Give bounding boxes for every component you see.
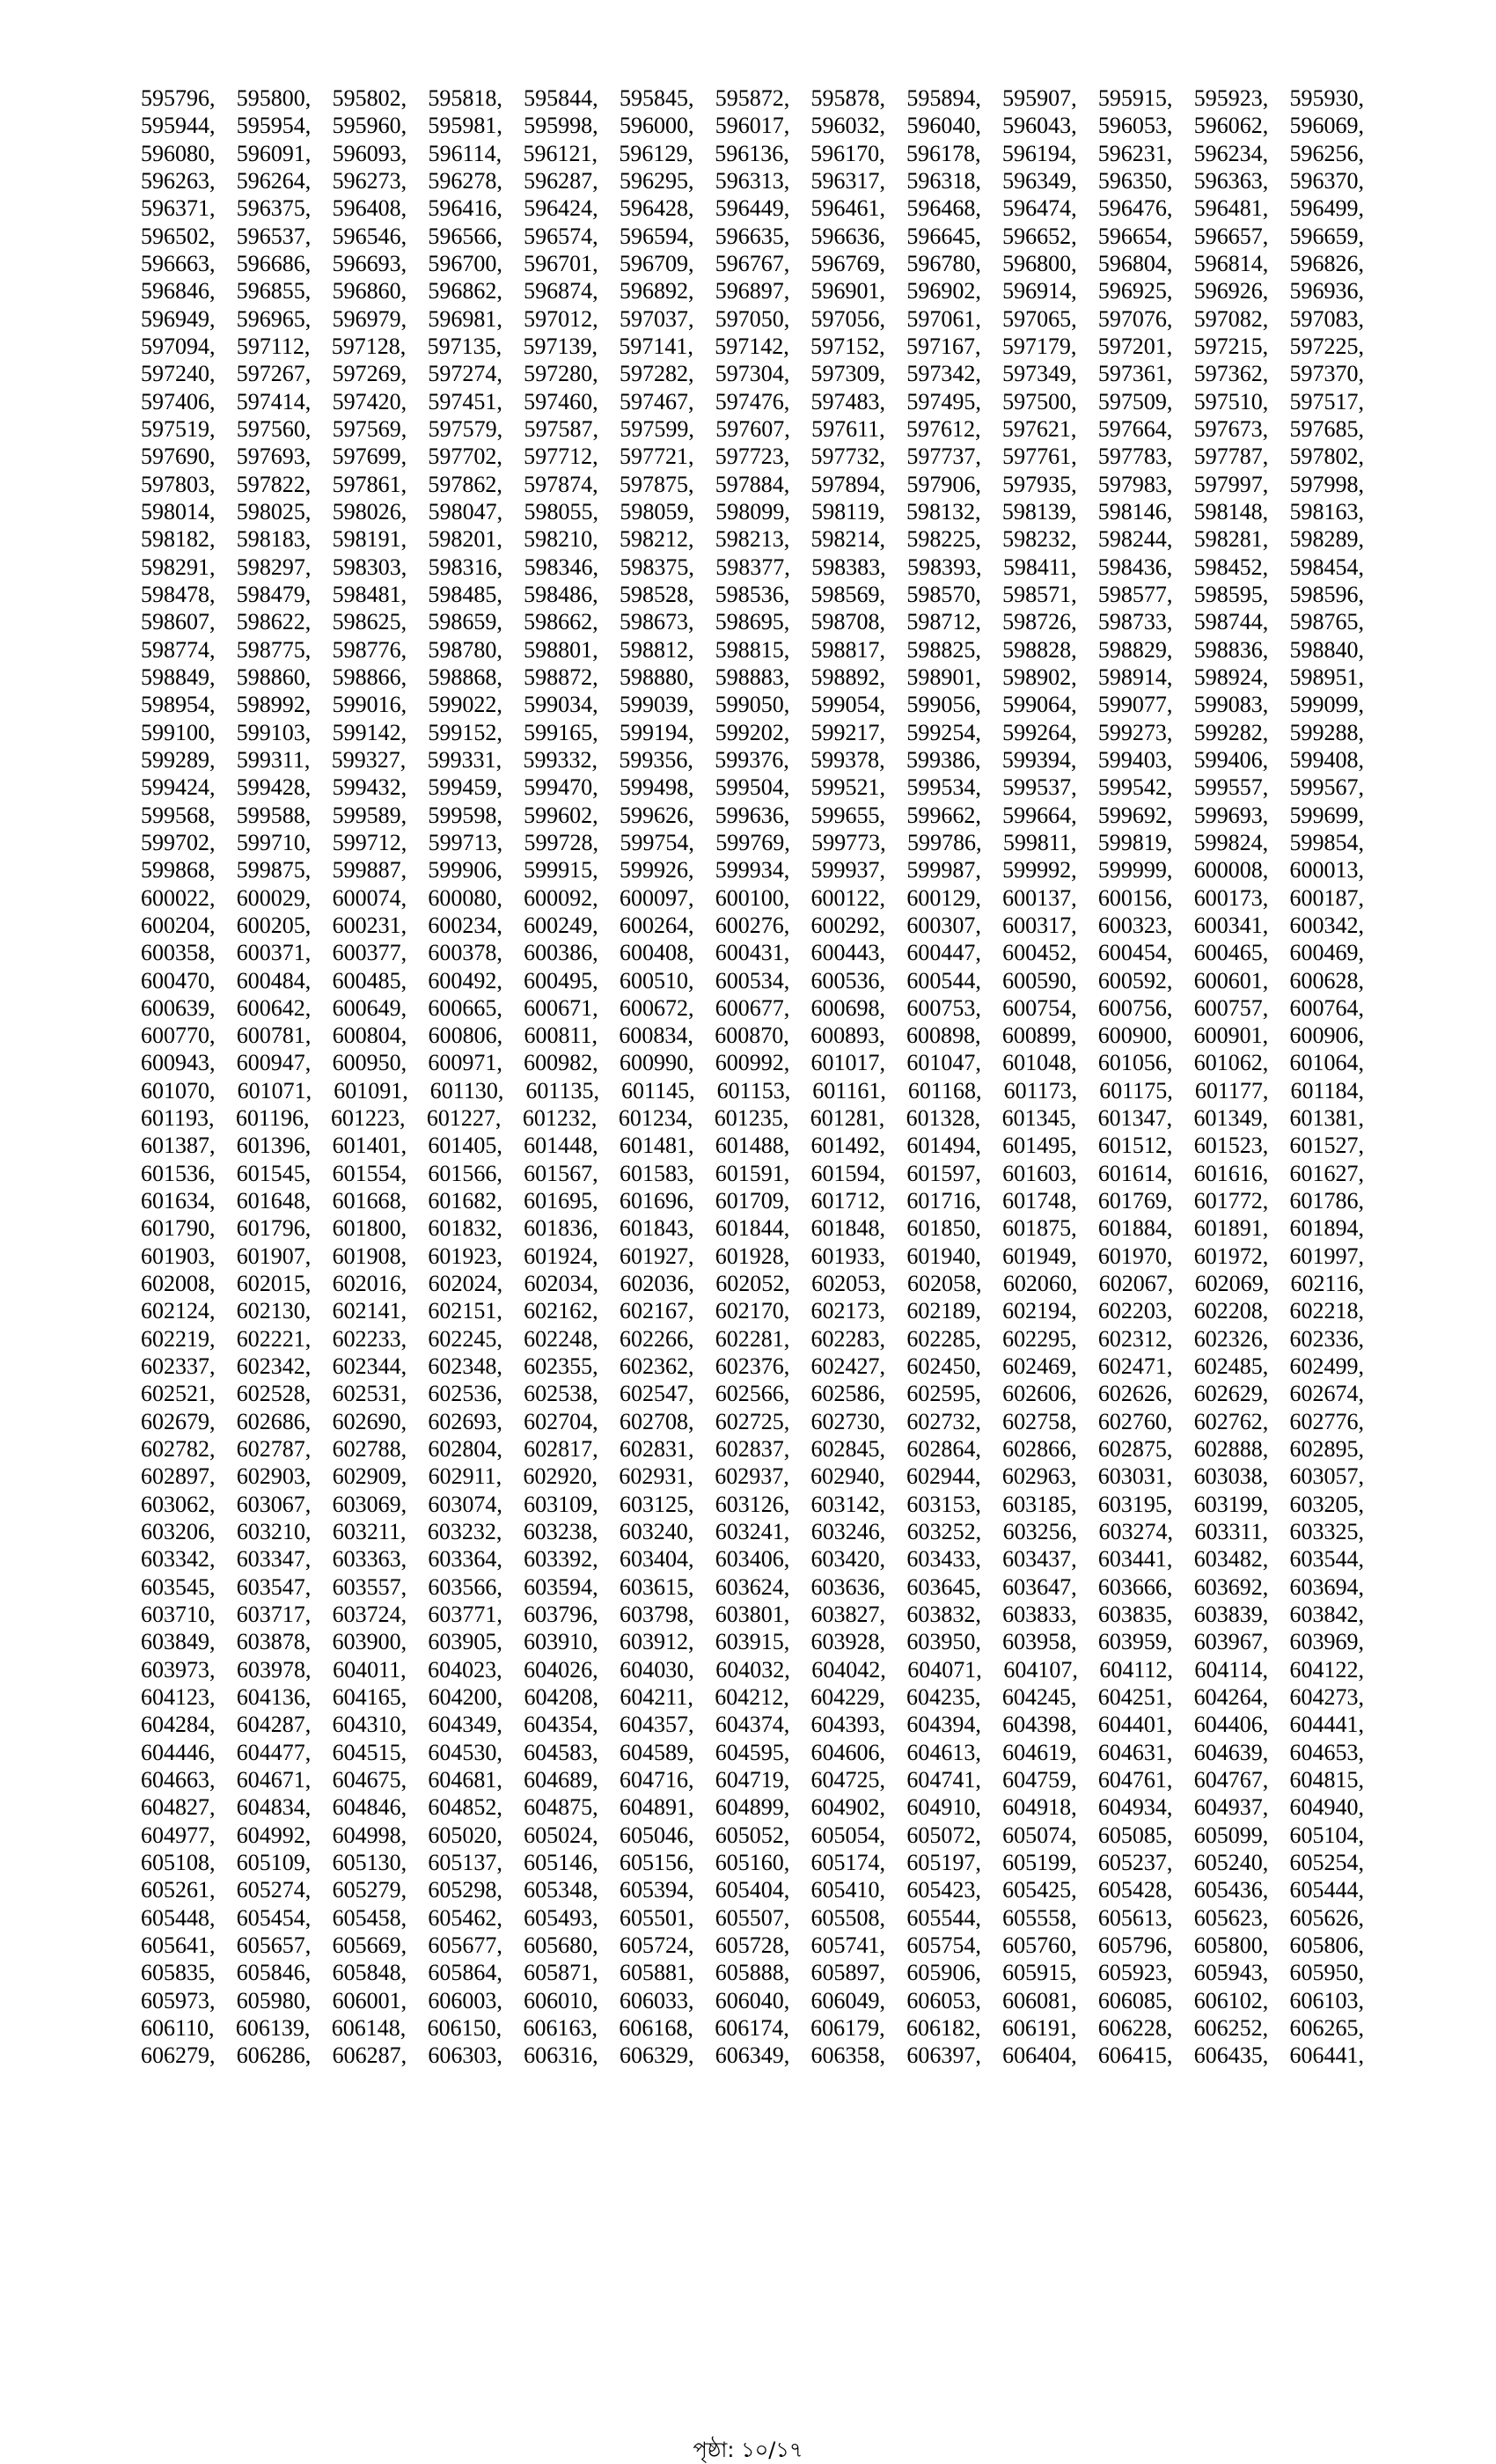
number-line: 603973, 603978, 604011, 604023, 604026, 604030, 604032, 604042, 604071, 604107, 604112, 604114, 604122,	[141, 1656, 1364, 1683]
number-list	[141, 84, 1364, 2070]
number-line: 597406, 597414, 597420, 597451, 597460, 597467, 597476, 597483, 597495, 597500, 597509, 597510, 597517,	[141, 388, 1364, 414]
number-line: 598182, 598183, 598191, 598201, 598210, 598212, 598213, 598214, 598225, 598232, 598244, 598281, 598289,	[141, 526, 1364, 553]
number-line: 596949, 596965, 596979, 596981, 597012, 597037, 597050, 597056, 597061, 597065, 597076, 597082, 597083,	[141, 305, 1364, 332]
number-line: 602782, 602787, 602788, 602804, 602817, 602831, 602837, 602845, 602864, 602866, 602875, 602888, 602895,	[141, 1436, 1364, 1463]
number-line: 599702, 599710, 599712, 599713, 599728, 599754, 599769, 599773, 599786, 599811, 599819, 599824, 599854,	[141, 829, 1364, 855]
number-line: 598954, 598992, 599016, 599022, 599034, 599039, 599050, 599054, 599056, 599064, 599077, 599083, 599099,	[141, 692, 1364, 718]
number-line: 596663, 596686, 596693, 596700, 596701, 596709, 596767, 596769, 596780, 596800, 596804, 596814, 596826,	[141, 250, 1364, 276]
number-line: 600639, 600642, 600649, 600665, 600671, 600672, 600677, 600698, 600753, 600754, 600756, 600757, 600764,	[141, 994, 1364, 1021]
number-line: 603710, 603717, 603724, 603771, 603796, 603798, 603801, 603827, 603832, 603833, 603835, 603839, 603842,	[141, 1602, 1364, 1628]
number-line: 602337, 602342, 602344, 602348, 602355, 602362, 602376, 602427, 602450, 602469, 602471, 602485, 602499,	[141, 1353, 1364, 1380]
number-line: 598849, 598860, 598866, 598868, 598872, 598880, 598883, 598892, 598901, 598902, 598914, 598924, 598951,	[141, 664, 1364, 690]
number-line: 604977, 604992, 604998, 605020, 605024, 605046, 605052, 605054, 605072, 605074, 605085, 605099, 605104,	[141, 1822, 1364, 1848]
number-line: 606279, 606286, 606287, 606303, 606316, 606329, 606349, 606358, 606397, 606404, 606415, 606435, 606441,	[141, 2042, 1364, 2069]
number-line: 596263, 596264, 596273, 596278, 596287, 596295, 596313, 596317, 596318, 596349, 596350, 596363, 596370,	[141, 167, 1364, 194]
number-line: 595796, 595800, 595802, 595818, 595844, 595845, 595872, 595878, 595894, 595907, 595915, 595923, 595930,	[141, 85, 1364, 111]
number-line: 601070, 601071, 601091, 601130, 601135, 601145, 601153, 601161, 601168, 601173, 601175, 601177, 601184,	[141, 1077, 1364, 1104]
number-line: 603062, 603067, 603069, 603074, 603109, 603125, 603126, 603142, 603153, 603185, 603195, 603199, 603205,	[141, 1491, 1364, 1517]
number-line: 602897, 602903, 602909, 602911, 602920, 602931, 602937, 602940, 602944, 602963, 603031, 603038, 603057,	[141, 1463, 1364, 1490]
number-line: 597094, 597112, 597128, 597135, 597139, 597141, 597142, 597152, 597167, 597179, 597201, 597215, 597225,	[141, 333, 1364, 359]
number-line: 600022, 600029, 600074, 600080, 600092, 600097, 600100, 600122, 600129, 600137, 600156, 600173, 600187,	[141, 884, 1364, 911]
number-line: 598607, 598622, 598625, 598659, 598662, 598673, 598695, 598708, 598712, 598726, 598733, 598744, 598765,	[141, 609, 1364, 635]
number-line: 604827, 604834, 604846, 604852, 604875, 604891, 604899, 604902, 604910, 604918, 604934, 604937, 604940,	[141, 1794, 1364, 1821]
number-line: 596502, 596537, 596546, 596566, 596574, 596594, 596635, 596636, 596645, 596652, 596654, 596657, 596659,	[141, 223, 1364, 249]
number-line: 601634, 601648, 601668, 601682, 601695, 601696, 601709, 601712, 601716, 601748, 601769, 601772, 601786,	[141, 1188, 1364, 1214]
number-line: 605261, 605274, 605279, 605298, 605348, 605394, 605404, 605410, 605423, 605425, 605428, 605436, 605444,	[141, 1877, 1364, 1903]
number-line: 603545, 603547, 603557, 603566, 603594, 603615, 603624, 603636, 603645, 603647, 603666, 603692, 603694,	[141, 1573, 1364, 1600]
number-line: 597690, 597693, 597699, 597702, 597712, 597721, 597723, 597732, 597737, 597761, 597783, 597787, 597802,	[141, 444, 1364, 470]
number-line: 601387, 601396, 601401, 601405, 601448, 601481, 601488, 601492, 601494, 601495, 601512, 601523, 601527,	[141, 1133, 1364, 1159]
number-line: 602124, 602130, 602141, 602151, 602162, 602167, 602170, 602173, 602189, 602194, 602203, 602208, 602218,	[141, 1298, 1364, 1324]
number-line: 605108, 605109, 605130, 605137, 605146, 605156, 605160, 605174, 605197, 605199, 605237, 605240, 605254,	[141, 1850, 1364, 1875]
number-line: 605641, 605657, 605669, 605677, 605680, 605724, 605728, 605741, 605754, 605760, 605796, 605800, 605806,	[141, 1932, 1364, 1958]
number-line: 605973, 605980, 606001, 606003, 606010, 606033, 606040, 606049, 606053, 606081, 606085, 606102, 606103,	[141, 1987, 1364, 2013]
number-line: 605448, 605454, 605458, 605462, 605493, 605501, 605507, 605508, 605544, 605558, 605613, 605623, 605626,	[141, 1904, 1364, 1931]
number-line: 603849, 603878, 603900, 603905, 603910, 603912, 603915, 603928, 603950, 603958, 603959, 603967, 603969,	[141, 1629, 1364, 1655]
page-number-footer	[0, 2439, 1496, 2460]
number-line: 600470, 600484, 600485, 600492, 600495, 600510, 600534, 600536, 600544, 600590, 600592, 600601, 600628,	[141, 967, 1364, 994]
number-line: 600770, 600781, 600804, 600806, 600811, 600834, 600870, 600893, 600898, 600899, 600900, 600901, 600906,	[141, 1023, 1364, 1049]
number-line: 599424, 599428, 599432, 599459, 599470, 599498, 599504, 599521, 599534, 599537, 599542, 599557, 599567,	[141, 774, 1364, 801]
number-line: 606110, 606139, 606148, 606150, 606163, 606168, 606174, 606179, 606182, 606191, 606228, 606252, 606265,	[141, 2014, 1364, 2041]
number-line: 604284, 604287, 604310, 604349, 604354, 604357, 604374, 604393, 604394, 604398, 604401, 604406, 604441,	[141, 1712, 1364, 1738]
number-line: 598478, 598479, 598481, 598485, 598486, 598528, 598536, 598569, 598570, 598571, 598577, 598595, 598596,	[141, 581, 1364, 607]
number-line: 600204, 600205, 600231, 600234, 600249, 600264, 600276, 600292, 600307, 600317, 600323, 600341, 600342,	[141, 912, 1364, 938]
number-line: 604663, 604671, 604675, 604681, 604689, 604716, 604719, 604725, 604741, 604759, 604761, 604767, 604815,	[141, 1767, 1364, 1793]
number-line: 599289, 599311, 599327, 599331, 599332, 599356, 599376, 599378, 599386, 599394, 599403, 599406, 599408,	[141, 746, 1364, 773]
number-line: 601790, 601796, 601800, 601832, 601836, 601843, 601844, 601848, 601850, 601875, 601884, 601891, 601894,	[141, 1215, 1364, 1242]
number-line: 601193, 601196, 601223, 601227, 601232, 601234, 601235, 601281, 601328, 601345, 601347, 601349, 601381,	[141, 1105, 1364, 1132]
number-line: 598774, 598775, 598776, 598780, 598801, 598812, 598815, 598817, 598825, 598828, 598829, 598836, 598840,	[141, 636, 1364, 663]
number-line: 600943, 600947, 600950, 600971, 600982, 600990, 600992, 601017, 601047, 601048, 601056, 601062, 601064,	[141, 1050, 1364, 1076]
number-line: 601903, 601907, 601908, 601923, 601924, 601927, 601928, 601933, 601940, 601949, 601970, 601972, 601997,	[141, 1243, 1364, 1269]
number-line: 597519, 597560, 597569, 597579, 597587, 597599, 597607, 597611, 597612, 597621, 597664, 597673, 597685,	[141, 415, 1364, 442]
number-line: 596846, 596855, 596860, 596862, 596874, 596892, 596897, 596901, 596902, 596914, 596925, 596926, 596936,	[141, 278, 1364, 304]
number-line: 603342, 603347, 603363, 603364, 603392, 603404, 603406, 603420, 603433, 603437, 603441, 603482, 603544,	[141, 1546, 1364, 1573]
number-line: 599100, 599103, 599142, 599152, 599165, 599194, 599202, 599217, 599254, 599264, 599273, 599282, 599288,	[141, 719, 1364, 745]
number-line: 599868, 599875, 599887, 599906, 599915, 599926, 599934, 599937, 599987, 599992, 599999, 600008, 600013,	[141, 857, 1364, 884]
number-line: 605835, 605846, 605848, 605864, 605871, 605881, 605888, 605897, 605906, 605915, 605923, 605943, 605950,	[141, 1960, 1364, 1986]
number-line: 599568, 599588, 599589, 599598, 599602, 599626, 599636, 599655, 599662, 599664, 599692, 599693, 599699,	[141, 802, 1364, 828]
number-line: 602008, 602015, 602016, 602024, 602034, 602036, 602052, 602053, 602058, 602060, 602067, 602069, 602116,	[141, 1271, 1364, 1297]
number-line: 598014, 598025, 598026, 598047, 598055, 598059, 598099, 598119, 598132, 598139, 598146, 598148, 598163,	[141, 498, 1364, 524]
number-line: 601536, 601545, 601554, 601566, 601567, 601583, 601591, 601594, 601597, 601603, 601614, 601616, 601627,	[141, 1160, 1364, 1186]
page-number-label: পৃষ্ঠা: ১০/১৭	[693, 2438, 803, 2462]
number-line: 602679, 602686, 602690, 602693, 602704, 602708, 602725, 602730, 602732, 602758, 602760, 602762, 602776,	[141, 1408, 1364, 1434]
number-line: 600358, 600371, 600377, 600378, 600386, 600408, 600431, 600443, 600447, 600452, 600454, 600465, 600469,	[141, 940, 1364, 966]
number-line: 595944, 595954, 595960, 595981, 595998, 596000, 596017, 596032, 596040, 596043, 596053, 596062, 596069,	[141, 113, 1364, 139]
number-line: 597803, 597822, 597861, 597862, 597874, 597875, 597884, 597894, 597906, 597935, 597983, 597997, 597998,	[141, 471, 1364, 497]
number-line: 602219, 602221, 602233, 602245, 602248, 602266, 602281, 602283, 602285, 602295, 602312, 602326, 602336,	[141, 1325, 1364, 1352]
number-line: 597240, 597267, 597269, 597274, 597280, 597282, 597304, 597309, 597342, 597349, 597361, 597362, 597370,	[141, 361, 1364, 387]
number-line: 602521, 602528, 602531, 602536, 602538, 602547, 602566, 602586, 602595, 602606, 602626, 602629, 602674,	[141, 1381, 1364, 1407]
number-line: 604446, 604477, 604515, 604530, 604583, 604589, 604595, 604606, 604613, 604619, 604631, 604639, 604653,	[141, 1739, 1364, 1765]
number-line: 596080, 596091, 596093, 596114, 596121, 596129, 596136, 596170, 596178, 596194, 596231, 596234, 596256,	[141, 140, 1364, 166]
number-line: 604123, 604136, 604165, 604200, 604208, 604211, 604212, 604229, 604235, 604245, 604251, 604264, 604273,	[141, 1684, 1364, 1711]
number-line: 598291, 598297, 598303, 598316, 598346, 598375, 598377, 598383, 598393, 598411, 598436, 598452, 598454,	[141, 554, 1364, 580]
number-line: 603206, 603210, 603211, 603232, 603238, 603240, 603241, 603246, 603252, 603256, 603274, 603311, 603325,	[141, 1519, 1364, 1545]
number-line: 596371, 596375, 596408, 596416, 596424, 596428, 596449, 596461, 596468, 596474, 596476, 596481, 596499,	[141, 195, 1364, 222]
